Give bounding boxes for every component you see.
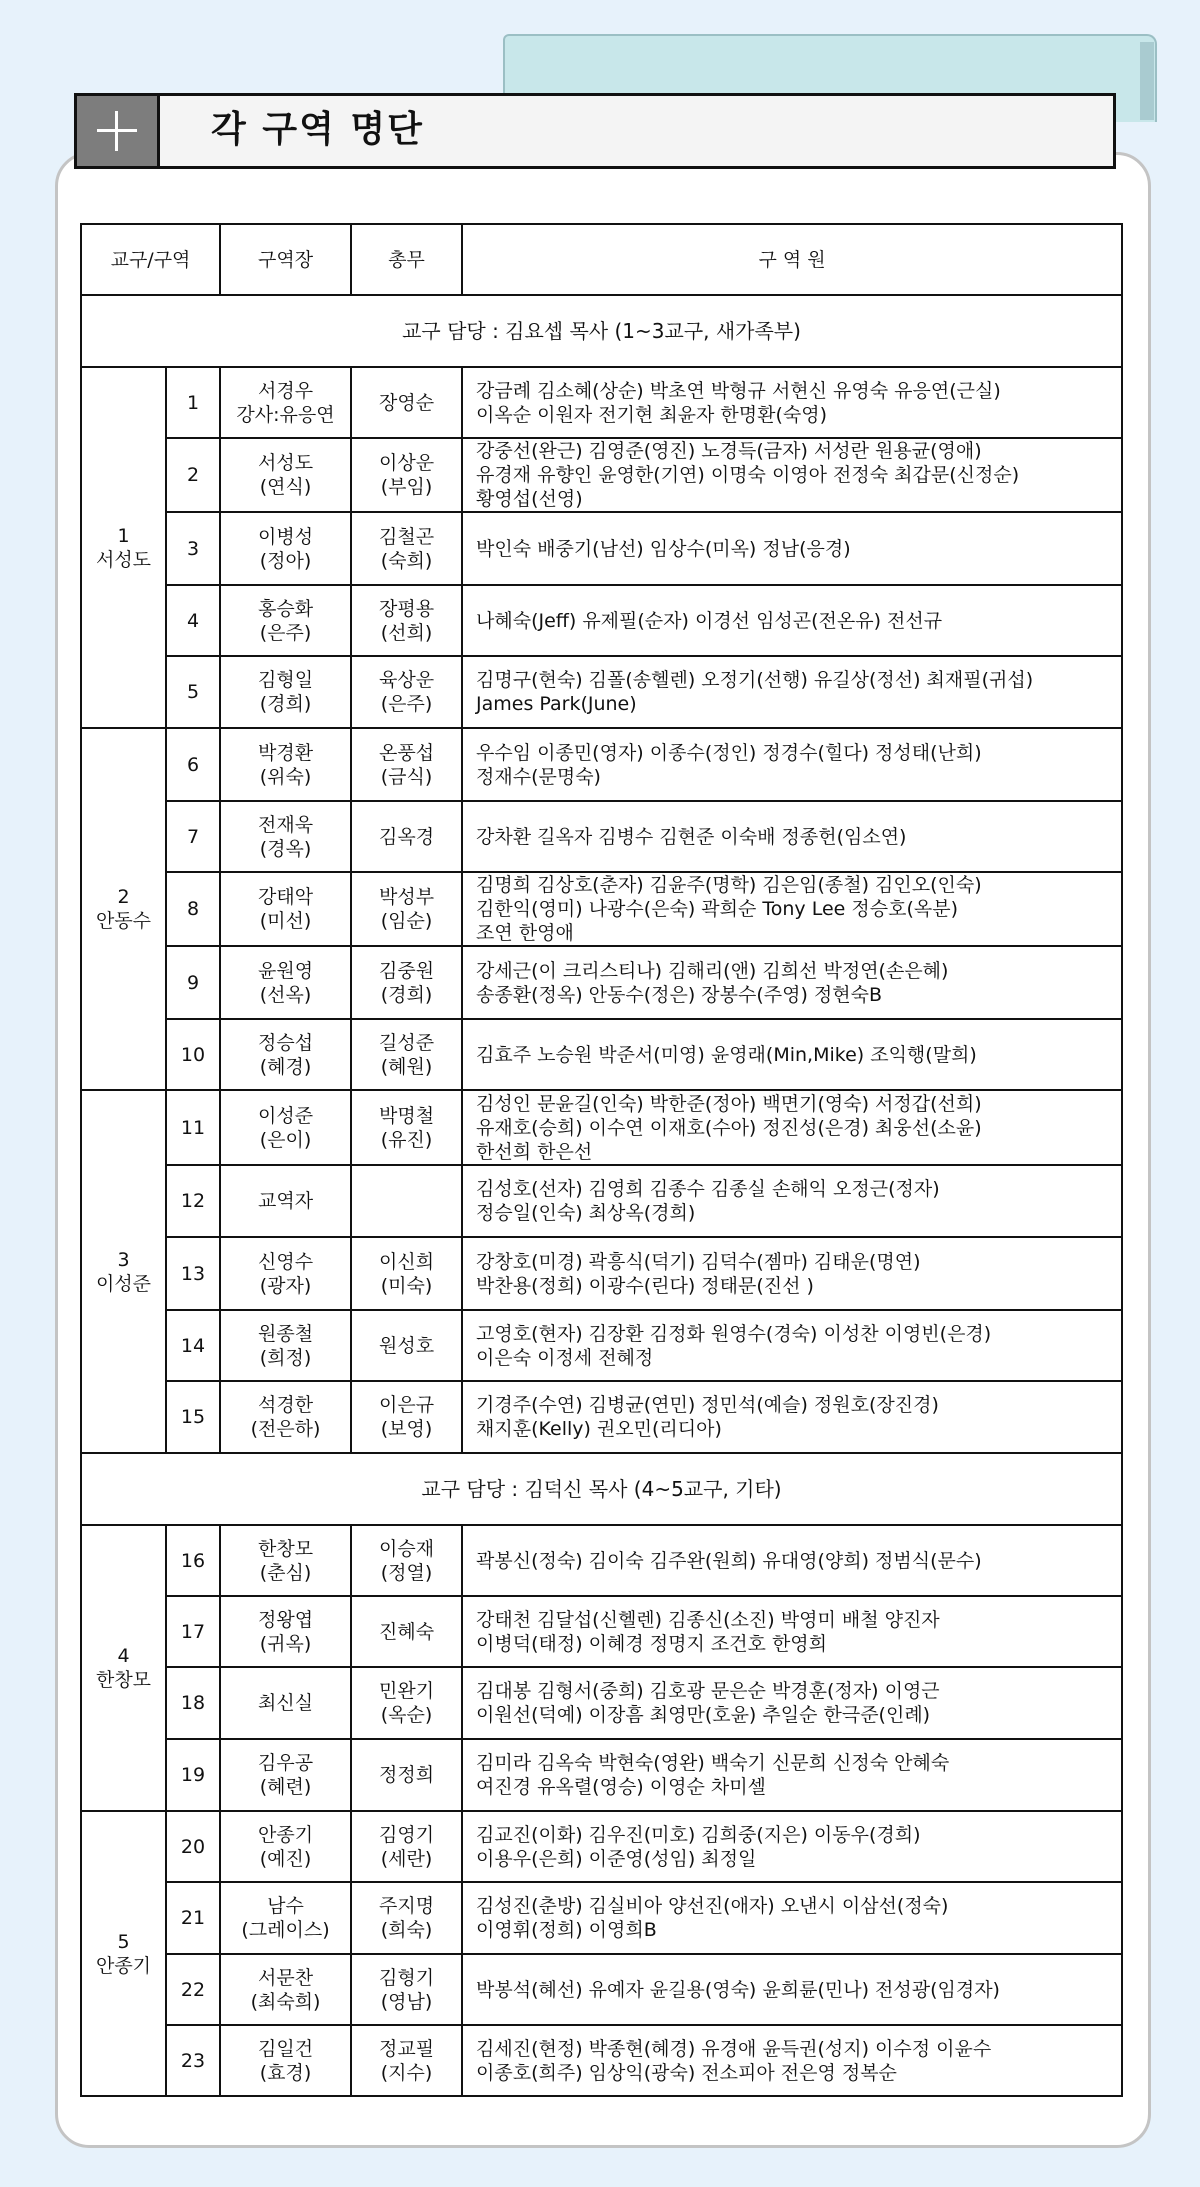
group-secretary-line: 김중원 (378, 959, 435, 982)
group-leader-cell (220, 1019, 351, 1090)
group-secretary-line: 정정희 (378, 1764, 435, 1786)
group-members-cell (462, 1310, 1122, 1381)
group-leader-line: 윤원영 (257, 959, 314, 982)
group-secretary-cell (351, 1739, 462, 1811)
table-row (81, 656, 1122, 728)
group-leader-cell (220, 2025, 351, 2096)
group-number: 12 (166, 1165, 220, 1237)
table-row (81, 1019, 1122, 1090)
section-header (74, 93, 1116, 169)
table-header-row (81, 224, 1122, 295)
group-secretary-line: 정교필 (378, 2037, 435, 2060)
group-leader-line: 한창모 (257, 1537, 314, 1560)
group-leader-line: (은주) (259, 621, 312, 644)
group-secretary-cell (351, 1811, 462, 1882)
group-leader-line: 안종기 (257, 1823, 314, 1846)
table-row (81, 512, 1122, 585)
group-leader-line: 정왕엽 (257, 1608, 314, 1631)
group-secretary-line: 김형기 (378, 1966, 435, 1989)
group-leader-line: 전재욱 (257, 813, 314, 836)
group-leader-cell (220, 946, 351, 1019)
group-secretary-line: 이승재 (378, 1537, 435, 1560)
district-pastor-label: 교구 담당 : 김덕신 목사 (4~5교구, 기타) (81, 1453, 1122, 1525)
group-secretary-line: (세란) (380, 1847, 433, 1870)
group-secretary-cell (351, 728, 462, 801)
group-number: 10 (166, 1019, 220, 1090)
table-row (81, 1882, 1122, 1954)
group-number: 16 (166, 1525, 220, 1596)
column-header-zone: 교구/구역 (81, 224, 220, 295)
zone-number: 3 (117, 1248, 130, 1271)
group-secretary-line: (미숙) (380, 1274, 433, 1297)
group-members-line: 이은숙 이정세 전혜정 (476, 1346, 654, 1369)
table-row (81, 1381, 1122, 1453)
group-leader-line: (경희) (259, 693, 312, 715)
group-members-cell (462, 1667, 1122, 1739)
group-secretary-cell (351, 1954, 462, 2025)
zone-cell (81, 1811, 166, 2096)
group-secretary-line: 장영순 (378, 391, 435, 414)
group-leader-line: 서성도 (257, 452, 314, 474)
group-secretary-line: (보영) (380, 1418, 433, 1440)
group-members-line: 강차환 길옥자 김병수 김현준 이숙배 정종헌(임소연) (476, 825, 907, 848)
zone-cell (81, 1090, 166, 1453)
group-number: 19 (166, 1739, 220, 1811)
group-secretary-cell (351, 946, 462, 1019)
group-members-line: 기경주(수연) 김병균(연민) 정민석(예슬) 정원호(장진경) (476, 1394, 939, 1416)
group-members-cell (462, 438, 1122, 512)
group-secretary-cell (351, 1165, 462, 1237)
table-row (81, 1667, 1122, 1739)
group-secretary-cell (351, 1525, 462, 1596)
group-secretary-cell (351, 367, 462, 438)
roster-body (81, 295, 1122, 2096)
group-leader-line: (전은하) (250, 1418, 321, 1440)
group-secretary-cell (351, 1310, 462, 1381)
group-secretary-cell (351, 438, 462, 512)
group-leader-line: 서경우 (257, 379, 314, 402)
group-leader-cell (220, 367, 351, 438)
column-header-members: 구 역 원 (462, 224, 1122, 295)
group-members-line: 이병덕(태정) 이혜경 정명지 조건호 한영희 (476, 1632, 828, 1655)
group-leader-cell (220, 1882, 351, 1954)
group-leader-line: 박경환 (257, 741, 314, 764)
group-leader-cell (220, 1596, 351, 1667)
group-number: 8 (166, 872, 220, 946)
zone-number: 4 (117, 1645, 130, 1667)
group-members-cell (462, 1739, 1122, 1811)
zone-number: 2 (117, 886, 130, 908)
group-members-cell (462, 946, 1122, 1019)
group-secretary-line: (유진) (380, 1128, 433, 1151)
group-members-line: 정재수(문명숙) (476, 765, 601, 788)
table-row (81, 1739, 1122, 1811)
group-number: 20 (166, 1811, 220, 1882)
group-leader-line: (연식) (259, 476, 312, 498)
table-row (81, 1596, 1122, 1667)
group-members-line: 김미라 김옥숙 박현숙(영완) 백숙기 신문희 신정숙 안혜숙 (476, 1752, 950, 1774)
group-leader-cell (220, 872, 351, 946)
group-members-line: 고영호(현자) 김장환 김정화 원영수(경숙) 이성찬 이영빈(은경) (476, 1322, 992, 1345)
group-members-line: 김성진(춘방) 김실비아 양선진(애자) 오낸시 이삼선(정숙) (476, 1895, 949, 1917)
group-members-cell (462, 801, 1122, 872)
group-leader-line: (은이) (259, 1128, 312, 1151)
district-divider-row (81, 1453, 1122, 1525)
group-members-line: 송종환(정옥) 안동수(정은) 장봉수(주영) 정현숙B (476, 983, 883, 1006)
group-leader-cell (220, 1237, 351, 1310)
group-secretary-line: (정열) (380, 1561, 433, 1584)
group-leader-line: 교역자 (257, 1190, 314, 1212)
zone-leader-name: 이성준 (95, 1272, 152, 1295)
group-secretary-line: 주지명 (378, 1895, 435, 1917)
group-leader-cell (220, 1811, 351, 1882)
group-members-cell (462, 1596, 1122, 1667)
zone-leader-name: 안동수 (95, 910, 152, 932)
group-members-cell (462, 1525, 1122, 1596)
group-leader-line: (귀옥) (259, 1632, 312, 1655)
table-row (81, 2025, 1122, 2096)
table-row (81, 1090, 1122, 1165)
group-secretary-cell (351, 872, 462, 946)
roster-table (80, 223, 1123, 2097)
group-members-cell (462, 1381, 1122, 1453)
group-members-line: 강창호(미경) 곽흥식(덕기) 김덕수(젬마) 김태운(명연) (476, 1250, 921, 1273)
group-members-cell (462, 656, 1122, 728)
group-members-cell (462, 1090, 1122, 1165)
group-members-line: 김한익(영미) 나광수(은숙) 곽희순 Tony Lee 정승호(옥분) (476, 898, 958, 920)
group-leader-line: 원종철 (257, 1322, 314, 1345)
group-members-cell (462, 1237, 1122, 1310)
table-row (81, 1165, 1122, 1237)
decorative-tab-shadow (1140, 42, 1154, 120)
group-members-line: 나혜숙(Jeff) 유제필(순자) 이경선 임성곤(전온유) 전선규 (476, 609, 943, 632)
group-leader-line: (예진) (259, 1847, 312, 1870)
zone-number: 5 (117, 1930, 130, 1953)
district-divider-row (81, 295, 1122, 367)
group-members-line: 강금례 김소혜(상순) 박초연 박형규 서현신 유영숙 유응연(근실) (476, 379, 1001, 402)
zone-leader-name: 서성도 (95, 548, 152, 571)
group-number: 2 (166, 438, 220, 512)
table-row (81, 872, 1122, 946)
group-leader-line: 김일건 (257, 2037, 314, 2060)
group-number: 1 (166, 367, 220, 438)
group-leader-line: (위숙) (259, 765, 312, 788)
group-secretary-line: (선희) (380, 621, 433, 644)
group-secretary-line: 김영기 (378, 1823, 435, 1846)
group-members-line: 박찬용(정희) 이광수(린다) 정태문(진선 ) (476, 1274, 814, 1297)
group-leader-line: 이성준 (257, 1104, 314, 1127)
group-leader-line: 이병성 (257, 525, 314, 548)
group-leader-cell (220, 1667, 351, 1739)
group-leader-line: (희정) (259, 1346, 312, 1369)
group-members-cell (462, 512, 1122, 585)
group-leader-line: 석경한 (257, 1394, 314, 1416)
group-members-line: 유경재 유향인 윤영한(기연) 이명숙 이영아 전정숙 최갑문(신정순) (476, 464, 1020, 486)
group-members-cell (462, 585, 1122, 656)
group-members-line: 김교진(이화) 김우진(미호) 김희중(지은) 이동우(경희) (476, 1823, 921, 1846)
group-members-line: 박인숙 배중기(남선) 임상수(미옥) 정남(응경) (476, 537, 851, 560)
group-secretary-line: (지수) (380, 2061, 433, 2084)
group-number: 22 (166, 1954, 220, 2025)
table-row (81, 1237, 1122, 1310)
group-leader-line: 정승섭 (257, 1031, 314, 1054)
group-secretary-line: 박성부 (378, 886, 435, 908)
group-members-cell (462, 1165, 1122, 1237)
table-row (81, 367, 1122, 438)
group-leader-line: (혜련) (259, 1776, 312, 1798)
group-members-line: 유재호(승희) 이수연 이재호(수아) 정진성(은경) 최웅선(소윤) (476, 1116, 982, 1139)
group-secretary-line: (임순) (380, 910, 433, 932)
group-members-line: 한선희 한은선 (476, 1140, 593, 1163)
group-secretary-cell (351, 1019, 462, 1090)
group-members-line: 황영섭(선영) (476, 488, 583, 510)
group-number: 3 (166, 512, 220, 585)
page-title: 각 구역 명단 (211, 109, 424, 150)
group-number: 9 (166, 946, 220, 1019)
group-secretary-cell (351, 1237, 462, 1310)
group-leader-cell (220, 801, 351, 872)
column-header-secretary: 총무 (351, 224, 462, 295)
group-members-line: 김대봉 김형서(중희) 김호광 문은순 박경훈(정자) 이영근 (476, 1680, 940, 1702)
group-number: 6 (166, 728, 220, 801)
group-secretary-line: 이신희 (378, 1250, 435, 1273)
group-members-cell (462, 728, 1122, 801)
group-number: 7 (166, 801, 220, 872)
group-members-line: 조연 한영애 (476, 922, 574, 944)
group-secretary-line: 장평용 (378, 597, 435, 620)
group-number: 18 (166, 1667, 220, 1739)
group-members-line: James Park(June) (476, 693, 637, 715)
group-secretary-cell (351, 1596, 462, 1667)
table-row (81, 585, 1122, 656)
group-number: 4 (166, 585, 220, 656)
group-members-line: 박봉석(혜선) 유예자 윤길용(영숙) 윤희륜(민나) 전성광(임경자) (476, 1978, 1000, 2001)
group-leader-line: (최숙희) (250, 1990, 321, 2013)
group-secretary-cell (351, 585, 462, 656)
group-leader-line: (춘심) (259, 1561, 312, 1584)
group-secretary-line: 박명철 (378, 1104, 435, 1127)
table-row (81, 1310, 1122, 1381)
group-number: 14 (166, 1310, 220, 1381)
group-secretary-line: 이상운 (378, 452, 435, 474)
group-leader-cell (220, 1739, 351, 1811)
group-secretary-line: 육상운 (378, 669, 435, 691)
group-secretary-line: 원성호 (378, 1334, 435, 1357)
group-leader-cell (220, 438, 351, 512)
table-row (81, 946, 1122, 1019)
group-leader-line: (광자) (259, 1274, 312, 1297)
group-leader-line: 김우공 (257, 1752, 314, 1774)
group-members-line: 곽봉신(정숙) 김이숙 김주완(원희) 유대영(양희) 정범식(문수) (476, 1549, 982, 1572)
group-secretary-cell (351, 1882, 462, 1954)
group-members-line: 이영휘(정희) 이영희B (476, 1919, 657, 1941)
group-members-line: 김명희 김상호(춘자) 김윤주(명학) 김은임(종철) 김인오(인숙) (476, 874, 982, 896)
group-members-cell (462, 1019, 1122, 1090)
plus-icon (77, 96, 160, 166)
group-secretary-line: (영남) (380, 1990, 433, 2013)
group-secretary-line: 이은규 (378, 1394, 435, 1416)
group-members-cell (462, 872, 1122, 946)
group-leader-cell (220, 1381, 351, 1453)
group-secretary-cell (351, 656, 462, 728)
group-leader-cell (220, 728, 351, 801)
zone-cell (81, 367, 166, 728)
group-members-line: 김명구(현숙) 김폴(송헬렌) 오정기(선행) 유길상(정선) 최재필(귀섭) (476, 669, 1034, 691)
group-number: 23 (166, 2025, 220, 2096)
group-secretary-line: (희숙) (380, 1919, 433, 1941)
table-row (81, 728, 1122, 801)
group-secretary-line: (금식) (380, 765, 433, 788)
table-row (81, 1525, 1122, 1596)
group-members-line: 이종호(희주) 임상익(광숙) 전소피아 전은영 정복순 (476, 2061, 897, 2084)
group-leader-cell (220, 1954, 351, 2025)
group-number: 11 (166, 1090, 220, 1165)
group-secretary-line: 길성준 (378, 1031, 435, 1054)
group-leader-line: 신영수 (257, 1250, 314, 1273)
group-number: 17 (166, 1596, 220, 1667)
group-members-line: 이옥순 이원자 전기현 최윤자 한명환(숙영) (476, 403, 828, 426)
group-leader-cell (220, 1310, 351, 1381)
table-row (81, 1954, 1122, 2025)
group-members-cell (462, 367, 1122, 438)
group-leader-line: (선옥) (259, 983, 312, 1006)
group-leader-cell (220, 585, 351, 656)
zone-leader-name: 안종기 (95, 1954, 152, 1977)
table-row (81, 1811, 1122, 1882)
group-leader-line: 서문찬 (257, 1966, 314, 1989)
group-secretary-line: 민완기 (378, 1680, 435, 1702)
group-members-line: 여진경 유옥렬(영승) 이영순 차미셀 (476, 1776, 766, 1798)
group-leader-line: (효경) (259, 2061, 312, 2084)
group-secretary-line: (혜원) (380, 1055, 433, 1078)
table-row (81, 438, 1122, 512)
group-members-cell (462, 1882, 1122, 1954)
group-secretary-line: 진혜숙 (378, 1620, 435, 1643)
group-secretary-cell (351, 1667, 462, 1739)
group-leader-line: 홍승화 (257, 597, 314, 620)
group-members-line: 강중선(완근) 김영준(영진) 노경득(금자) 서성란 원용균(영애) (476, 440, 982, 462)
group-members-line: 강태천 김달섭(신헬렌) 김종신(소진) 박영미 배철 양진자 (476, 1608, 940, 1631)
group-secretary-line: 온풍섭 (378, 741, 435, 764)
group-number: 15 (166, 1381, 220, 1453)
group-members-line: 강세근(이 크리스티나) 김해리(앤) 김희선 박정연(손은혜) (476, 959, 949, 982)
zone-leader-name: 한창모 (95, 1669, 152, 1691)
group-secretary-line: (부임) (380, 476, 433, 498)
group-leader-line: 강태악 (257, 886, 314, 908)
group-number: 21 (166, 1882, 220, 1954)
group-leader-cell (220, 1165, 351, 1237)
group-members-cell (462, 2025, 1122, 2096)
district-pastor-label: 교구 담당 : 김요셉 목사 (1~3교구, 새가족부) (81, 295, 1122, 367)
group-members-line: 채지훈(Kelly) 권오민(리디아) (476, 1418, 722, 1440)
group-leader-line: 최신실 (257, 1692, 314, 1714)
group-members-line: 이용우(은희) 이준영(성임) 최정일 (476, 1847, 757, 1870)
group-number: 13 (166, 1237, 220, 1310)
group-members-line: 김성인 문윤길(인숙) 박한준(정아) 백면기(영숙) 서정갑(선희) (476, 1092, 982, 1115)
group-number: 5 (166, 656, 220, 728)
group-members-line: 김성호(선자) 김영희 김종수 김종실 손해익 오정근(정자) (476, 1178, 940, 1200)
group-members-line: 이원선(덕예) 이장흠 최영만(호윤) 추일순 한극준(인례) (476, 1704, 931, 1726)
zone-cell (81, 1525, 166, 1811)
group-members-line: 우수임 이종민(영자) 이종수(정인) 정경수(힐다) 정성태(난희) (476, 741, 982, 764)
group-leader-line: 강사:유응연 (236, 403, 335, 426)
group-secretary-cell (351, 2025, 462, 2096)
group-leader-line: (경옥) (259, 837, 312, 860)
group-leader-cell (220, 512, 351, 585)
group-leader-line: (그레이스) (241, 1919, 330, 1941)
group-secretary-cell (351, 512, 462, 585)
group-leader-cell (220, 1090, 351, 1165)
group-leader-line: (혜경) (259, 1055, 312, 1078)
group-secretary-line: (은주) (380, 693, 433, 715)
group-leader-line: (미선) (259, 910, 312, 932)
column-header-leader: 구역장 (220, 224, 351, 295)
group-leader-cell (220, 656, 351, 728)
group-secretary-cell (351, 1090, 462, 1165)
group-leader-line: (정아) (259, 549, 312, 572)
group-members-cell (462, 1811, 1122, 1882)
group-leader-cell (220, 1525, 351, 1596)
table-row (81, 801, 1122, 872)
group-members-line: 김세진(현정) 박종현(혜경) 유경애 윤득권(성지) 이수정 이윤수 (476, 2037, 992, 2060)
group-secretary-cell (351, 801, 462, 872)
group-secretary-line: (경희) (380, 983, 433, 1006)
zone-number: 1 (117, 524, 130, 547)
group-members-line: 김효주 노승원 박준서(미영) 윤영래(Min,Mike) 조익행(말희) (476, 1043, 977, 1066)
group-members-line: 정승일(인숙) 최상옥(경희) (476, 1202, 696, 1224)
zone-cell (81, 728, 166, 1090)
group-members-cell (462, 1954, 1122, 2025)
group-secretary-cell (351, 1381, 462, 1453)
group-leader-line: 남수 (267, 1895, 304, 1917)
group-secretary-line: (숙희) (380, 549, 433, 572)
group-leader-line: 김형일 (257, 669, 314, 691)
group-secretary-line: 김철곤 (378, 525, 435, 548)
group-secretary-line: (옥순) (380, 1704, 433, 1726)
group-secretary-line: 김옥경 (378, 825, 435, 848)
